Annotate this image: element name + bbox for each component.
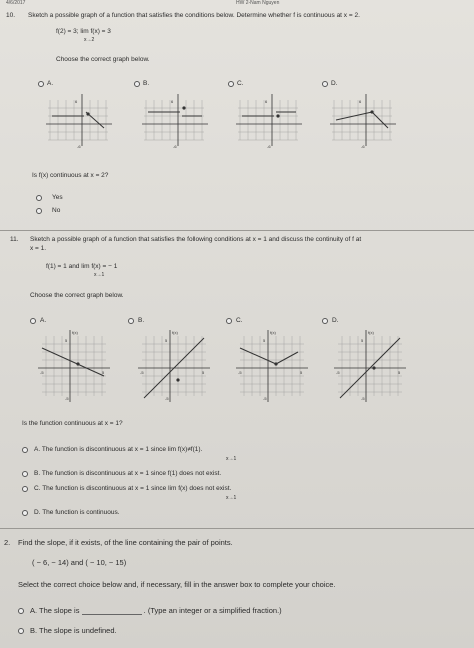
q10-graph-d-ylabel: 6: [359, 99, 362, 104]
q10-prompt: Sketch a possible graph of a function that satisfies the conditions below. Determine whether f is continuous at x = 2.: [28, 12, 360, 19]
q2-option-a-radio[interactable]: [18, 608, 24, 614]
q11-option-c-radio[interactable]: [226, 318, 232, 324]
q10-option-d-label: D.: [331, 80, 338, 87]
q10-no-label: No: [52, 207, 61, 214]
q11-option-b-radio[interactable]: [128, 318, 134, 324]
q11-choose: Choose the correct graph below.: [30, 292, 124, 299]
q2-prompt: Find the slope, if it exists, of the line containing the pair of points.: [18, 538, 233, 547]
q10-graph-b-ybottom: -6: [173, 144, 177, 149]
q11-graph-b-ybottom: -5: [165, 396, 169, 401]
q11-answer-d-radio[interactable]: [22, 510, 28, 516]
q10-option-d-radio[interactable]: [322, 81, 328, 87]
q11-graph-b-xright: 5: [202, 370, 205, 375]
q2-option-a-label: A. The slope is: [30, 606, 80, 615]
q2-number: 2.: [4, 538, 11, 547]
q11-option-c-label: C.: [236, 317, 243, 324]
date-stamp: 4/6/2017: [6, 0, 26, 6]
q11-prompt-line1: Sketch a possible graph of a function that satisfies the following conditions at x = 1 and discuss the continuity of f at: [30, 236, 362, 243]
q11-graph-c: [232, 326, 310, 404]
q11-graph-a: [34, 326, 112, 404]
q10-option-a-label: A.: [47, 80, 54, 87]
q11-continuity-question: Is the function continuous at x = 1?: [22, 420, 123, 427]
q11-graph-b-xleft: -5: [140, 370, 144, 375]
q10-graph-c-ybottom: -6: [267, 144, 271, 149]
q11-answer-c: C. The function is discontinuous at x = 1 since lim f(x) does not exist.: [34, 485, 232, 492]
q10-continuity-question: Is f(x) continuous at x = 2?: [32, 172, 109, 179]
q11-graph-c-xleft: -5: [238, 370, 242, 375]
q2-option-a-hint: . (Type an integer or a simplified fraction.): [143, 606, 282, 615]
q2-slope-answer-box[interactable]: [82, 607, 142, 615]
q10-yes-label: Yes: [52, 194, 63, 201]
q11-graph-a-ytop: 5: [65, 338, 68, 343]
q11-graph-a-ylabel: f(x): [72, 330, 78, 335]
q11-graph-c-ybottom: -5: [263, 396, 267, 401]
q11-option-d-radio[interactable]: [322, 318, 328, 324]
q11-graph-c-ytop: 5: [263, 338, 266, 343]
q2-option-b-text: B. The slope is undefined.: [30, 626, 117, 635]
q11-answer-c-radio[interactable]: [22, 486, 28, 492]
divider-1: [0, 230, 474, 231]
q2-option-b-radio[interactable]: [18, 628, 24, 634]
q10-graph-d: [328, 90, 398, 150]
q11-answer-b: B. The function is discontinuous at x = 1 since f(1) does not exist.: [34, 470, 222, 477]
q11-option-d-label: D.: [332, 317, 339, 324]
q11-answer-d: D. The function is continuous.: [34, 509, 120, 516]
q11-graph-a-ybottom: -5: [65, 396, 69, 401]
q10-option-a-radio[interactable]: [38, 81, 44, 87]
divider-2: [0, 528, 474, 529]
q2-option-a-text: [30, 606, 282, 615]
q11-graph-c-ylabel: f(x): [270, 330, 276, 335]
q11-graph-a-xright: 5: [102, 370, 105, 375]
q10-option-b-radio[interactable]: [134, 81, 140, 87]
q11-option-b-label: B.: [138, 317, 145, 324]
q11-number: 11.: [10, 236, 19, 243]
q10-no-radio[interactable]: [36, 208, 42, 214]
q10-number: 10.: [6, 12, 16, 19]
q11-answer-b-radio[interactable]: [22, 471, 28, 477]
q11-graph-d-ylabel: f(x): [368, 330, 374, 335]
q11-answer-a: A. The function is discontinuous at x = 1 since lim f(x)≠f(1).: [34, 446, 203, 453]
q11-limit-subscript: x→1: [94, 272, 105, 278]
q10-conditions: f(2) = 3; lim f(x) = 3: [56, 28, 111, 35]
q10-graph-d-ybottom: -6: [361, 144, 365, 149]
q11-prompt-line2: x = 1.: [30, 245, 47, 252]
assignment-title: HW 2-Nam Nguyen: [236, 0, 280, 6]
q11-graph-d-ybottom: -5: [361, 396, 365, 401]
q11-option-a-label: A.: [40, 317, 47, 324]
q11-graph-b: [134, 326, 212, 404]
q11-graph-d-xright: 5: [398, 370, 401, 375]
q10-option-c-radio[interactable]: [228, 81, 234, 87]
q10-graph-c-ylabel: 6: [265, 99, 268, 104]
q2-points: ( − 6, − 14) and ( − 10, − 15): [32, 558, 127, 567]
q11-conditions: f(1) = 1 and lim f(x) = − 1: [46, 263, 118, 270]
q10-option-c-label: C.: [237, 80, 244, 87]
q10-graph-a-ylabel: 6: [75, 99, 78, 104]
q11-graph-d-xleft: -5: [336, 370, 340, 375]
q10-graph-c: [234, 90, 304, 150]
q10-option-b-label: B.: [143, 80, 150, 87]
q11-answer-a-sub: x→1: [226, 456, 237, 462]
q10-graph-b: [140, 90, 210, 150]
q10-graph-a-ybottom: -6: [77, 144, 81, 149]
q11-answer-c-sub: x→1: [226, 495, 237, 501]
q10-yes-radio[interactable]: [36, 195, 42, 201]
q11-graph-b-ylabel: f(x): [172, 330, 178, 335]
q11-graph-a-xleft: -5: [40, 370, 44, 375]
q10-graph-a: [44, 90, 114, 150]
q11-graph-c-xright: 5: [300, 370, 303, 375]
q11-graph-d-ytop: 5: [361, 338, 364, 343]
q2-instructions: Select the correct choice below and, if necessary, fill in the answer box to complete your choice.: [18, 580, 336, 589]
q11-graph-d: [330, 326, 408, 404]
q10-limit-subscript: x→2: [84, 37, 95, 43]
q11-answer-a-radio[interactable]: [22, 447, 28, 453]
q11-option-a-radio[interactable]: [30, 318, 36, 324]
q11-graph-b-ytop: 5: [165, 338, 168, 343]
q10-choose: Choose the correct graph below.: [56, 56, 150, 63]
q10-graph-b-ylabel: 6: [171, 99, 174, 104]
